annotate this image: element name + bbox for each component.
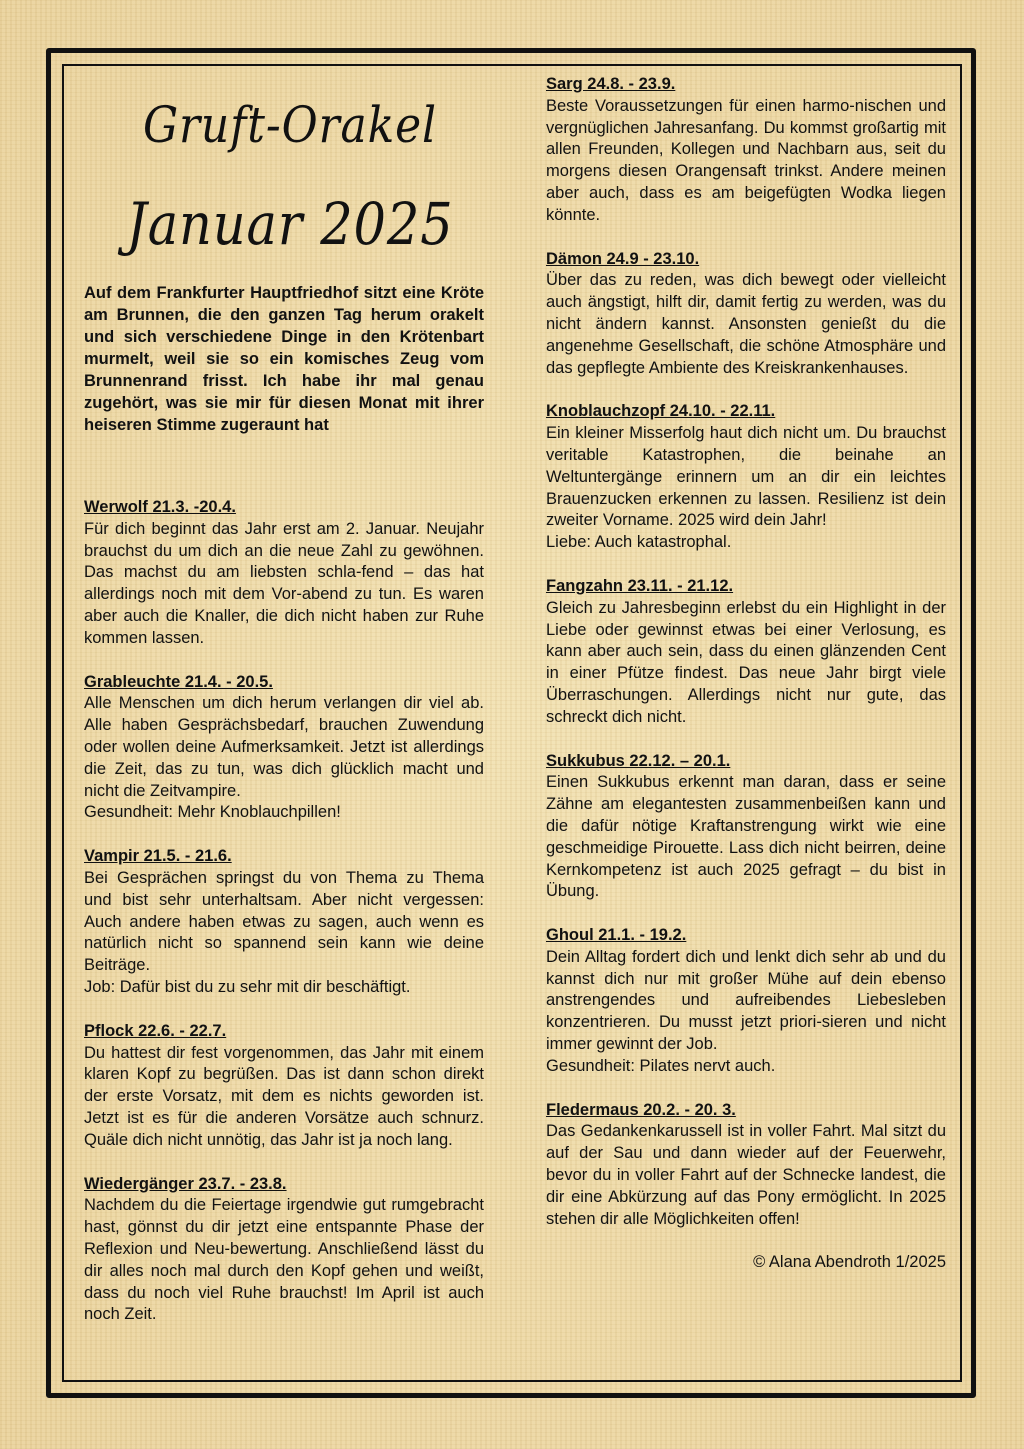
entry-title: Wiedergänger 23.7. - 23.8. bbox=[84, 1174, 287, 1193]
entry-text: Du hattest dir fest vorgenommen, das Jahr mit einem klaren Kopf zu begrüßen. Das ist dann schon direkt der erste Vorsatz, mit dem es nichts geworden ist. Jetzt ist es für die anderen Vorsätze auch schnurz. Quäle dich nicht unnötig, das Jahr ist ja noch lang. bbox=[84, 1043, 484, 1149]
horoscope-entry-knoblauchzopf bbox=[546, 401, 946, 554]
left-column bbox=[84, 497, 484, 1348]
horoscope-entry-sukkubus bbox=[546, 751, 946, 904]
horoscope-entry-fledermaus bbox=[546, 1100, 946, 1231]
horoscope-entry-wiedergaenger bbox=[84, 1174, 484, 1327]
entry-text: Das Gedankenkarussell ist in voller Fahrt. Mal sitzt du auf der Sau und dann wieder auf der Feuerwehr, bevor du in voller Fahrt auf der Schnecke landest, die dir eine Abkürzung auf das Pony ermöglicht. In 2025 stehen dir alle Möglichkeiten offen! bbox=[546, 1122, 946, 1228]
horoscope-entry-werwolf bbox=[84, 497, 484, 650]
entry-text: Alle Menschen um dich herum verlangen dir viel ab. Alle haben Gesprächsbedarf, brauchen Zuwendung oder wollen deine Aufmerksamkeit. Jetzt ist allerdings die Zeit, das zu tun, was dich glücklich macht und nicht die Zeitvampire. bbox=[84, 694, 484, 800]
entry-text: Einen Sukkubus erkennt man daran, dass er seine Zähne am elegantesten zusammenbeißen kann und die dafür nötige Kraftanstrengung wirkt wie eine geschmeidige Pirouette. Lass dich nicht beirren, deine Kernkompetenz ist auch 2025 gefragt – du bist in Übung. bbox=[546, 773, 946, 901]
entry-text: Dein Alltag fordert dich und lenkt dich sehr ab und du kannst dich nur mit großer Mühe auf dein ebenso anstrengendes und aufreibendes Liebesleben konzentrieren. Du musst jetzt priori-sieren und nicht immer gewinnt der Job. bbox=[546, 947, 946, 1054]
entry-text: Gleich zu Jahresbeginn erlebst du ein Highlight in der Liebe oder gewinnst etwas bei einer Verlosung, es kann aber auch sein, dass du einen glänzenden Cent in einer Pfütze findest. Das neue Jahr birgt viele Überraschungen. Allerdings nicht nur gute, das schreckt dich nicht. bbox=[546, 598, 946, 726]
right-column bbox=[546, 74, 946, 1274]
entry-title: Knoblauchzopf 24.10. - 22.11. bbox=[546, 402, 776, 421]
intro-text: Auf dem Frankfurter Hauptfriedhof sitzt eine Kröte am Brunnen, die den ganzen Tag herum orakelt und sich verschiedene Dinge in den Krötenbart murmelt, weil sie so ein komisches Zeug vom Brunnenrand frisst. Ich habe ihr mal genau zugehört, was sie mir für diesen Monat mit ihrer heiseren Stimme zugeraunt hat bbox=[84, 284, 484, 434]
title-line-2: Januar 2025 bbox=[126, 190, 454, 258]
entry-title: Pflock 22.6. - 22.7. bbox=[84, 1021, 227, 1040]
entry-title: Vampir 21.5. - 21.6. bbox=[84, 847, 232, 866]
horoscope-entry-fangzahn bbox=[546, 576, 946, 729]
entry-title: Sukkubus 22.12. – 20.1. bbox=[546, 751, 731, 770]
entry-title: Grableuchte 21.4. - 20.5. bbox=[84, 672, 273, 691]
entry-extra: Gesundheit: Pilates nervt auch. bbox=[546, 1056, 776, 1075]
entry-text: Für dich beginnt das Jahr erst am 2. Januar. Neujahr brauchst du um dich an die neue Zahl zu gewöhnen. Das machst du am liebsten schla-fend – das hat allerdings noch mit dem Vor-abend zu tun. Es waren aber auch die Knaller, die dich nicht haben zur Ruhe kommen lassen. bbox=[84, 519, 484, 647]
entry-title: Fledermaus 20.2. - 20. 3. bbox=[546, 1100, 736, 1119]
horoscope-entry-pflock bbox=[84, 1021, 484, 1152]
horoscope-entry-sarg bbox=[546, 74, 946, 227]
horoscope-entry-vampir bbox=[84, 846, 484, 999]
entry-extra: Liebe: Auch katastrophal. bbox=[546, 533, 732, 552]
horoscope-entry-ghoul bbox=[546, 925, 946, 1078]
entry-title: Sarg 24.8. - 23.9. bbox=[546, 75, 676, 93]
entry-text: Beste Voraussetzungen für einen harmo-nischen und vergnüglichen Jahresanfang. Du kommst großartig mit allen Freunden, Kollegen und Nachbarn aus, seit du morgens diesen Orangensaft trinkst. Andere meinen aber auch, dass es am beigefügten Wodka liegen könnte. bbox=[546, 96, 946, 224]
entry-extra: Gesundheit: Mehr Knoblauchpillen! bbox=[84, 803, 341, 822]
title-line-1: Gruft-Orakel bbox=[142, 96, 438, 154]
copyright-notice: © Alana Abendroth 1/2025 bbox=[753, 1253, 946, 1272]
entry-text: Über das zu reden, was dich bewegt oder vielleicht auch ängstigt, hilft dir, damit fertig zu werden, was du nicht ändern kannst. Ansonsten genießt du die angenehme Gesellschaft, die schöne Atmosphäre und das gepflegte Ambiente des Kreiskrankenhauses. bbox=[546, 271, 946, 377]
entry-title: Dämon 24.9 - 23.10. bbox=[546, 249, 700, 268]
entry-text: Nachdem du die Feiertage irgendwie gut rumgebracht hast, gönnst du dir jetzt eine entspannte Phase der Reflexion und Neu-bewertung. Anschließend lässt du dir alles noch mal durch den Kopf gehen und weißt, dass du noch viel Ruhe brauchst! Im April ist auch noch Zeit. bbox=[84, 1196, 484, 1324]
horoscope-entry-daemon bbox=[546, 249, 946, 380]
entry-extra: Job: Dafür bist du zu sehr mit dir beschäftigt. bbox=[84, 977, 411, 996]
entry-title: Ghoul 21.1. - 19.2. bbox=[546, 926, 687, 945]
entry-title: Werwolf 21.3. -20.4. bbox=[84, 498, 236, 516]
entry-text: Ein kleiner Misserfolg haut dich nicht um. Du brauchst veritable Katastrophen, die beinahe an Weltuntergänge erinnern um an dir ein leichtes Brauenzucken erkennen zu lassen. Resilienz ist dein zweiter Vorname. 2025 wird dein Jahr! bbox=[546, 424, 946, 530]
entry-text: Bei Gesprächen springst du von Thema zu Thema und bist sehr unterhaltsam. Aber nicht vergessen: Auch andere haben etwas zu sagen, auch wenn es natürlich nicht so spannend sein kann wie deine Beiträge. bbox=[84, 868, 484, 975]
horoscope-entry-grableuchte bbox=[84, 672, 484, 825]
entry-title: Fangzahn 23.11. - 21.12. bbox=[546, 576, 734, 595]
